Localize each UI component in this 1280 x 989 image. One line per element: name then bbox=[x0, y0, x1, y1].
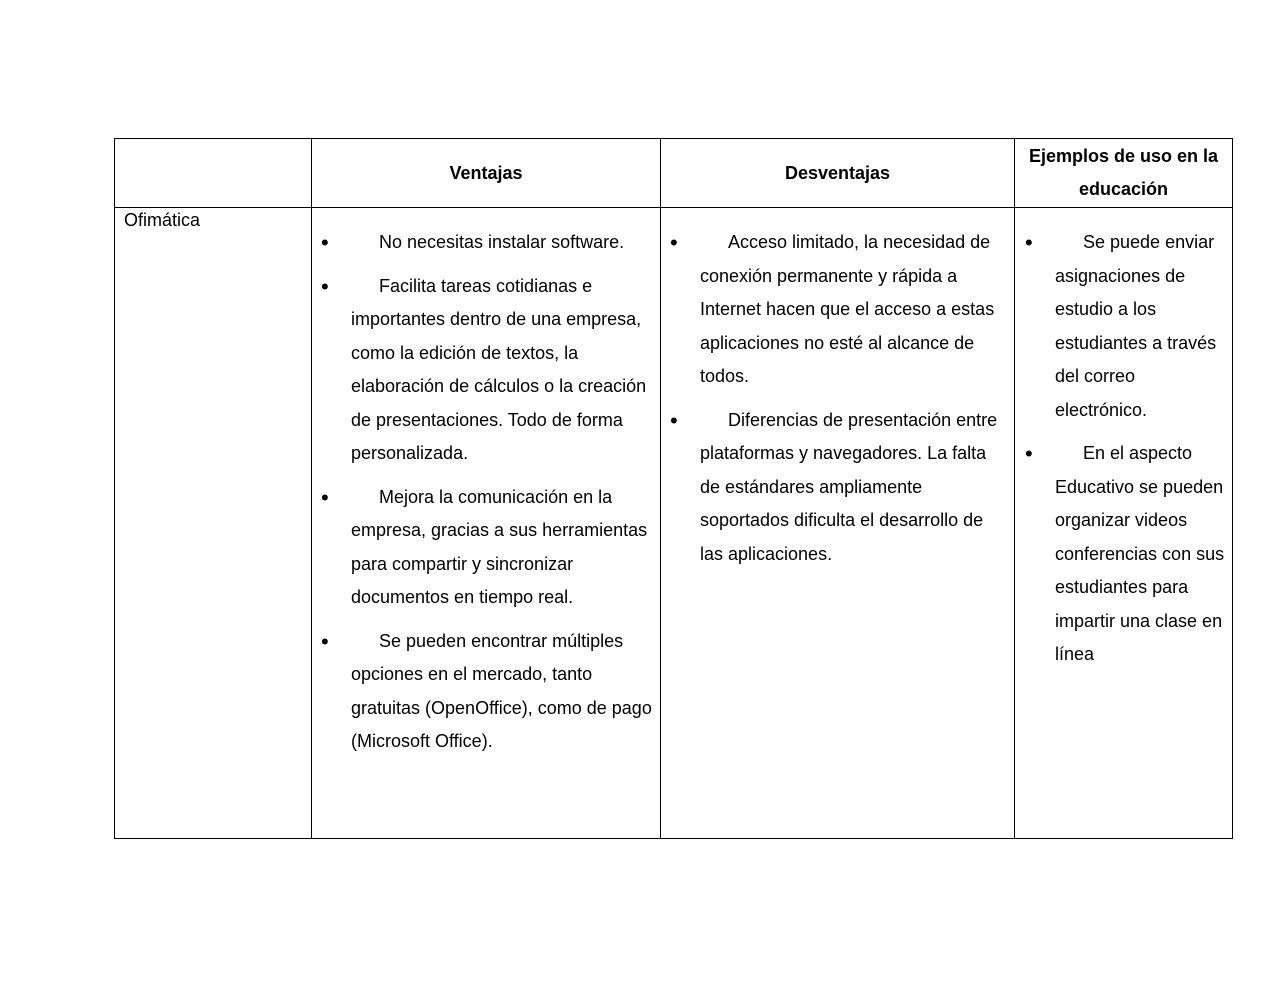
list-item: • Facilita tareas cotidianas e importantes dentro de una empresa, como la edición de textos, la elaboración de cálculos o la creación de presentaciones. Todo de forma personalizada. bbox=[351, 270, 654, 471]
comparison-table bbox=[114, 138, 1233, 839]
table-row bbox=[115, 208, 1233, 839]
list-item: • Se puede enviar asignaciones de estudio a los estudiantes a través del correo electrónico. bbox=[1055, 226, 1228, 427]
row-label-ofimatica: Ofimática bbox=[115, 208, 312, 839]
ejemplos-cell bbox=[1015, 208, 1233, 839]
header-ventajas: Ventajas bbox=[312, 139, 661, 208]
header-row bbox=[115, 139, 1233, 208]
header-ejemplos bbox=[1015, 139, 1233, 208]
header-empty bbox=[115, 139, 312, 208]
list-item: • Acceso limitado, la necesidad de conexión permanente y rápida a Internet hacen que el acceso a estas aplicaciones no esté al alcance de todos. bbox=[700, 226, 1008, 394]
desventajas-cell bbox=[661, 208, 1015, 839]
ventajas-cell bbox=[312, 208, 661, 839]
ventajas-list bbox=[312, 208, 660, 759]
ejemplos-list bbox=[1015, 208, 1232, 672]
desventajas-list bbox=[661, 208, 1014, 571]
list-item: • Mejora la comunicación en la empresa, gracias a sus herramientas para compartir y sincronizar documentos en tiempo real. bbox=[351, 481, 654, 615]
header-desventajas: Desventajas bbox=[661, 139, 1015, 208]
list-item: • En el aspecto Educativo se pueden organizar videos conferencias con sus estudiantes para impartir una clase en línea bbox=[1055, 437, 1228, 672]
list-item: • Diferencias de presentación entre plataformas y navegadores. La falta de estándares ampliamente soportados dificulta el desarrollo de las aplicaciones. bbox=[700, 404, 1008, 572]
header-ejemplos-label: Ejemplos de uso en la educación bbox=[1028, 146, 1219, 199]
list-item: • No necesitas instalar software. bbox=[351, 226, 654, 260]
list-item: • Se pueden encontrar múltiples opciones en el mercado, tanto gratuitas (OpenOffice), como de pago (Microsoft Office). bbox=[351, 625, 654, 759]
